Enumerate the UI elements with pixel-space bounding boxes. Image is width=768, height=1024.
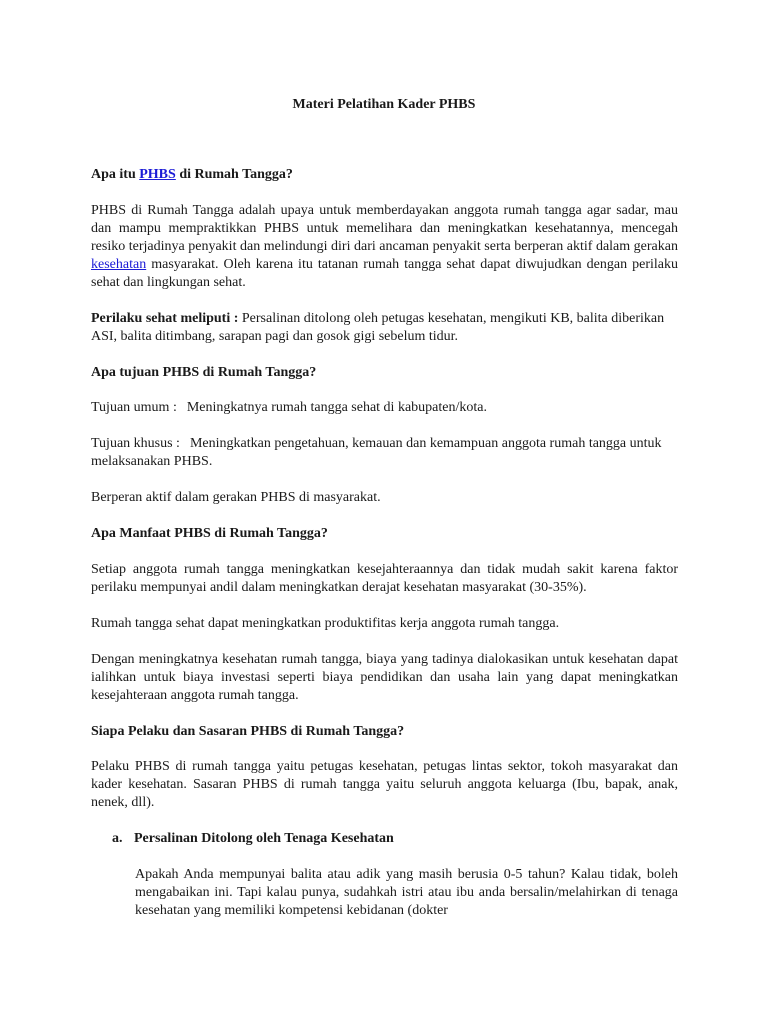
paragraph-berperan: Berperan aktif dalam gerakan PHBS di masyarakat. [91,490,381,505]
heading-text: Apa itu [91,167,140,182]
paragraph-definition [91,202,678,292]
document-title: Materi Pelatihan Kader PHBS [292,97,476,112]
list-item-a [112,830,394,848]
tujuan-umum-label: Tujuan umum : [91,400,177,415]
paragraph-text: PHBS di Rumah Tangga adalah upaya untuk memberdayakan anggota rumah tangga agar sadar, mau dan mampu mempraktikkan PHBS untuk memelihara dan meningkatkan kesehatannya, mencegah resiko terjadinya penyakit dan melindungi diri dari ancaman penyakit serta berperan aktif dalam gerakan [91,203,678,254]
paragraph-tujuan-khusus [91,435,678,471]
heading-tujuan: Apa tujuan PHBS di Rumah Tangga? [91,365,317,380]
paragraph-tujuan-umum [91,399,678,417]
paragraph-setiap: Setiap anggota rumah tangga meningkatkan kesejahteraannya dan tidak mudah sakit karena faktor perilaku mempunyai andil dalam meningkatkan derajat kesehatan masyarakat (30-35%). [91,562,678,595]
list-number: a. [112,831,123,846]
phbs-link[interactable]: PHBS [139,167,176,182]
paragraph-text: masyarakat. Oleh karena itu tatanan rumah tangga sehat dapat diwujudkan dengan perilaku sehat dan lingkungan sehat. [91,257,678,290]
paragraph-rumah-tangga: Rumah tangga sehat dapat meningkatkan produktifitas kerja anggota rumah tangga. [91,616,560,631]
list-item-title: Persalinan Ditolong oleh Tenaga Kesehatan [134,831,394,846]
paragraph-pelaku: Pelaku PHBS di rumah tangga yaitu petugas kesehatan, petugas lintas sektor, tokoh masyarakat dan kader kesehatan. Sasaran PHBS di rumah tangga yaitu seluruh anggota keluarga (Ibu, bapak, anak, nenek, dll). [91,759,678,810]
heading-manfaat: Apa Manfaat PHBS di Rumah Tangga? [91,526,328,541]
paragraph-dengan: Dengan meningkatnya kesehatan rumah tangga, biaya yang tadinya dialokasikan untuk kesehatan dapat ialihkan untuk biaya investasi seperti biaya pendidikan dan usaha lain yang dapat meningkatkan kesejahteraan anggota rumah tangga. [91,652,678,703]
paragraph-apakah: Apakah Anda mempunyai balita atau adik yang masih berusia 0-5 tahun? Kalau tidak, boleh mengabaikan ini. Tapi kalau punya, sudahkah istri atau ibu anda bersalin/melahirkan di tenaga kesehatan yang memiliki kompetensi kebidanan (dokter [135,867,678,918]
heading-apa-itu-phbs [91,166,678,184]
heading-pelaku-sasaran: Siapa Pelaku dan Sasaran PHBS di Rumah Tangga? [91,724,405,739]
kesehatan-link[interactable]: kesehatan [91,257,147,272]
tujuan-umum-text: Meningkatnya rumah tangga sehat di kabupaten/kota. [186,400,487,415]
tujuan-khusus-label: Tujuan khusus : [91,436,180,451]
paragraph-perilaku-sehat [91,310,678,346]
tujuan-khusus-text: Meningkatkan pengetahuan, kemauan dan kemampuan anggota rumah tangga untuk melaksanakan PHBS. [91,436,662,469]
perilaku-text: Persalinan ditolong oleh petugas kesehatan, mengikuti KB, balita diberikan ASI, balita ditimbang, sarapan pagi dan gosok gigi sebelum tidur. [91,311,665,344]
heading-text: di Rumah Tangga? [175,167,293,182]
perilaku-label: Perilaku sehat meliputi : [91,311,242,326]
